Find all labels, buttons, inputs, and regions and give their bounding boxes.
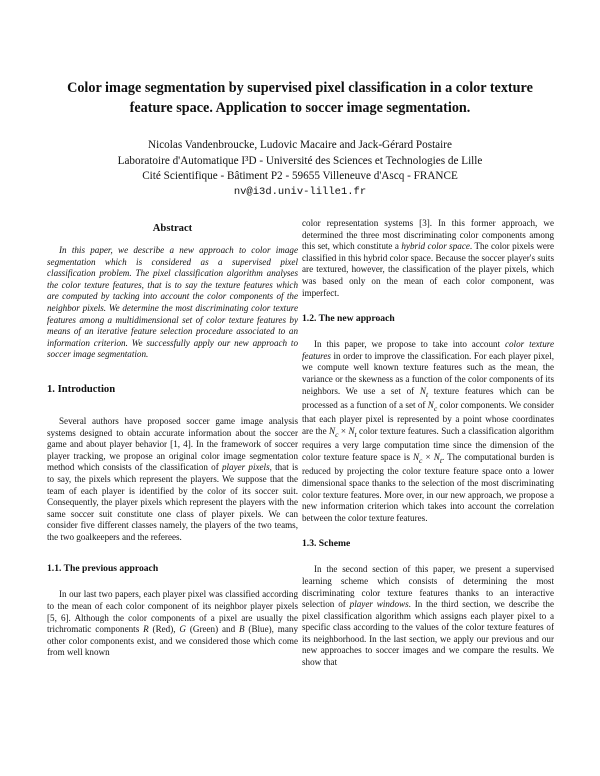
author-names: Nicolas Vandenbroucke, Ludovic Macaire and Jack-Gérard Postaire bbox=[148, 139, 452, 151]
section-1-2-heading: 1.2. The new approach bbox=[302, 313, 395, 325]
section-1-3-paragraph: In the second section of this paper, we present a supervised learning scheme which consists of determining the most discriminating color texture features thanks to an interactive selection of player windows. In the third section, we describe the pixel classification algorithm which assigns each player pixel to a specific class according to the values of the color texture features of its neighborhood. In the last section, we apply our previous and our new approaches to soccer images and we compare the results. We show that bbox=[302, 564, 554, 668]
section-1-heading: 1. Introduction bbox=[47, 383, 116, 395]
section-1-1-paragraph: In our last two papers, each player pixel was classified according to the mean of each color component of its neighbor player pixels [5, 6]. Although the color components of a pixel are usually the trichromatic components R (Red), G (Green) and B (Blue), many other color components exist, and we considered those which come from well known bbox=[47, 589, 298, 658]
section-1-1-heading: 1.1. The previous approach bbox=[47, 563, 159, 575]
title-line-2: feature space. Application to soccer image segmentation. bbox=[129, 100, 471, 116]
section-1-2-paragraph: In this paper, we propose to take into account color texture features in order to improve the classification. For each player pixel, we compute well known texture features such as the mean, the variance or the skewness as a function of the color components of its neighbors. We use a set of $N_t$ texture features which can be processed as a function of a set of $N_c$ color components. We consider that each player pixel is represented by a point whose coordinates are the $N_c \times N_t$ color texture features. Such a classification algorithm requires a very large computation time since the dimension of the color texture feature space is $N_c \times N_t$. The computational burden is reduced by projecting the color texture feature space onto a lower dimensional space thanks to the selection of the most discriminating color texture features. More over, in our new approach, we propose a new information criterion which takes into account the correlation between the color texture features. bbox=[302, 339, 555, 523]
author-email: nv@i3d.univ-lille1.fr bbox=[233, 185, 367, 198]
author-block bbox=[40, 138, 560, 200]
title-line-1: Color image segmentation by supervised pixel classification in a color texture bbox=[67, 80, 533, 96]
section-1-3-heading: 1.3. Scheme bbox=[302, 538, 351, 550]
left-column bbox=[47, 218, 298, 659]
paper-title bbox=[40, 78, 560, 118]
author-lab: Laboratoire d'Automatique I³D - Université des Sciences et Technologies de Lille bbox=[117, 154, 483, 167]
section-1-1-paragraph-cont: color representation systems [3]. In this former approach, we determined the three most discriminating color components among this set, which constitute a hybrid color space. The color pixels were classified in this hybrid color space. Because the soccer player's suits are textured, however, the classification of the player pixels, which was based only on the mean of each color component, was imperfect. bbox=[302, 218, 554, 298]
author-address: Cité Scientifique - Bâtiment P2 - 59655 Villeneuve d'Ascq - FRANCE bbox=[142, 170, 458, 182]
abstract-section bbox=[47, 222, 298, 361]
abstract-heading: Abstract bbox=[152, 223, 193, 234]
right-column bbox=[302, 218, 554, 669]
section-1-paragraph: Several authors have proposed soccer game image analysis systems designed to obtain accurate information about the soccer game and about player behavior [1, 4]. In the framework of soccer player tracking, we propose an original color image segmentation method which consists of the classification of player pixels, that is to say, the pixels which represent the players. We suppose that the team of each player is identified by the color of its soccer suit. Consequently, the player pixels which represent the players with the same soccer suit constitute one class of player pixels. We can consider five different classes namely, the players of the two teams, the two goalkeepers and the referees. bbox=[47, 415, 299, 542]
abstract-text: In this paper, we describe a new approach to color image segmentation which is considered as a supervised pixel classification problem. The pixel classification algorithm analyses the color texture features, that is to say the texture features which are computed by tacking into account the color components of the neighbor pixels. We determine the most discriminating color texture features among a multidimensional set of color texture features by means of an iterative feature selection procedure associated to an information criterion. We successfully apply our new approach to soccer image segmentation. bbox=[47, 245, 298, 360]
